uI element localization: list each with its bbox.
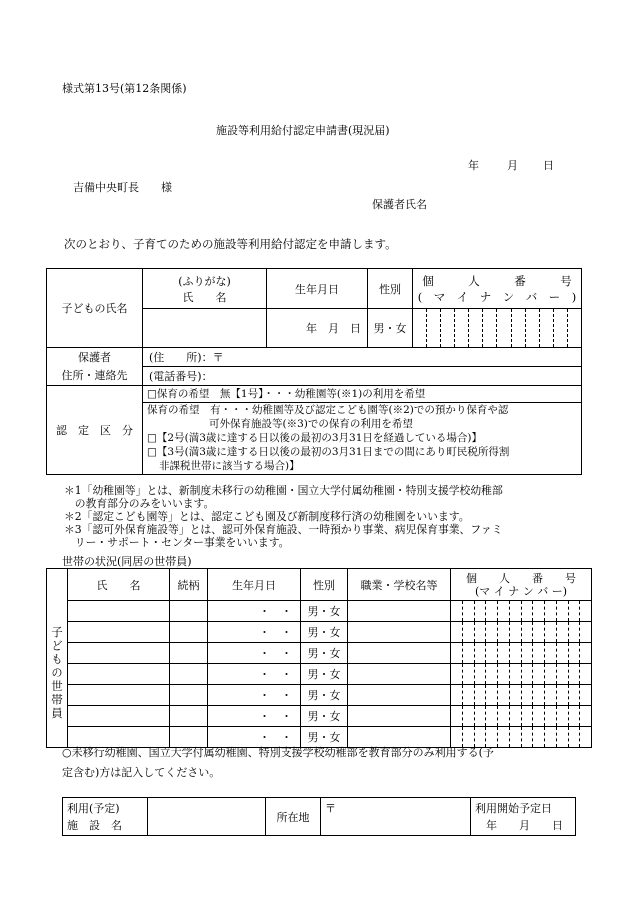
member-sex[interactable]: 男・女 [301,601,348,622]
member-occupation[interactable] [348,601,451,622]
member-sex[interactable]: 男・女 [301,622,348,643]
member-birth[interactable]: ・ ・ [208,727,301,748]
member-relation[interactable] [170,622,208,643]
facility-name-field[interactable] [148,798,266,836]
mynumber-header: 個 人 番 号 ( マ イ ナ ン バ ー ) [413,269,582,309]
household-row [47,664,592,685]
member-birth[interactable]: ・ ・ [208,643,301,664]
member-birth[interactable]: ・ ・ [208,622,301,643]
footer-note: ○未移行幼稚園、国立大学付属幼稚園、特別支援学校幼稚部を教育部分のみ利用する(予 定含む)方は記入してください。 [62,746,494,779]
household-row [47,685,592,706]
date-year: 年 [468,159,479,172]
form-number: 様式第13号(第12条関係) [62,82,187,95]
household-row [47,601,592,622]
col-birth: 生年月日 [208,569,301,601]
member-mynumber[interactable] [451,706,592,727]
household-row [47,706,592,727]
guardian-label: 保護者 住所・連絡先 [47,348,143,386]
member-name[interactable] [68,706,170,727]
page-title: 施設等利用給付認定申請書(現況届) [216,124,390,137]
guardian-phone-field[interactable]: (電話番号)： [143,367,582,386]
member-name[interactable] [68,601,170,622]
member-relation[interactable] [170,664,208,685]
name-header: (ふりがな) 氏 名 [143,269,267,309]
col-mynumber: 個 人 番 号 (マ イ ナ ン バ ー) [451,569,592,601]
facility-table [62,797,576,836]
member-mynumber[interactable] [451,622,592,643]
household-side-label: 子どもの世帯員 [47,569,68,748]
member-sex[interactable]: 男・女 [301,727,348,748]
member-birth[interactable]: ・ ・ [208,664,301,685]
facility-label: 利用(予定) 施 設 名 [63,798,148,836]
col-name: 氏 名 [68,569,170,601]
member-sex[interactable]: 男・女 [301,664,348,685]
member-sex[interactable]: 男・女 [301,706,348,727]
household-row [47,622,592,643]
household-table [46,568,592,748]
member-mynumber[interactable] [451,664,592,685]
member-relation[interactable] [170,601,208,622]
sex-header: 性別 [368,269,413,309]
member-sex[interactable]: 男・女 [301,685,348,706]
member-birth[interactable]: ・ ・ [208,706,301,727]
household-row [47,643,592,664]
addressee: 吉備中央町長 様 [73,181,172,194]
guardian-name-label: 保護者氏名 [372,198,427,211]
member-birth[interactable]: ・ ・ [208,601,301,622]
intro-text: 次のとおり、子育てのための施設等利用給付認定を申請します。 [64,237,397,251]
child-mynumber-field[interactable] [413,309,582,348]
member-occupation[interactable] [348,664,451,685]
location-label: 所在地 [266,798,321,836]
col-sex: 性別 [301,569,348,601]
notes-block: ＊1「幼稚園等」とは、新制度未移行の幼稚園・国立大学付属幼稚園・特別支援学校幼稚部 の教育部分のみをいいます。 ＊2「認定こども園等」とは、認定こども園及び新制度移行済の幼稚園をいいます。 ＊3「認可外保育施設等」とは、認可外保育施設、一時預かり事業、病児保育事業、ファミ リー・サポート・センター事業をいいます。 [64,484,503,549]
member-mynumber[interactable] [451,601,592,622]
member-name[interactable] [68,685,170,706]
child-name-label: 子どもの氏名 [47,269,143,348]
member-name[interactable] [68,622,170,643]
member-occupation[interactable] [348,643,451,664]
child-name-field[interactable] [143,309,267,348]
application-table [46,268,582,475]
certification-label: 認 定 区 分 [47,386,143,475]
member-birth[interactable]: ・ ・ [208,685,301,706]
start-date-field[interactable]: 利用開始予定日 年 月 日 [471,798,576,836]
member-mynumber[interactable] [451,685,592,706]
col-occupation: 職業・学校名等 [348,569,451,601]
member-name[interactable] [68,664,170,685]
guardian-address-field[interactable]: (住 所)：〒 [143,348,582,367]
col-relation: 続柄 [170,569,208,601]
member-occupation[interactable] [348,685,451,706]
member-sex[interactable]: 男・女 [301,643,348,664]
member-occupation[interactable] [348,706,451,727]
member-relation[interactable] [170,643,208,664]
household-title: 世帯の状況(同居の世帯員) [62,555,192,568]
member-relation[interactable] [170,706,208,727]
birth-header: 生年月日 [267,269,368,309]
certification-options[interactable]: □保育の希望 無【1号】・・・幼稚園等(※1)の利用を希望 保育の希望 有・・・幼稚園等及び認定こども園等(※2)での預かり保育や認 可外保育施設等(※3)での保育の利用を希望 □【2号(満3歳に達する日以後の最初の3月31日を経過している場合)】 □【3号(満3歳に達する日以後の最初の3月31日までの間にあり町民税所得割 非課税世帯に該当する場合)】 [143,386,582,475]
child-birth-field[interactable]: 年 月 日 [267,309,368,348]
member-mynumber[interactable] [451,643,592,664]
location-field[interactable]: 〒 [321,798,471,836]
date-day: 日 [543,159,554,172]
member-name[interactable] [68,643,170,664]
child-sex-field[interactable]: 男・女 [368,309,413,348]
member-relation[interactable] [170,685,208,706]
date-month: 月 [507,159,518,172]
member-occupation[interactable] [348,622,451,643]
